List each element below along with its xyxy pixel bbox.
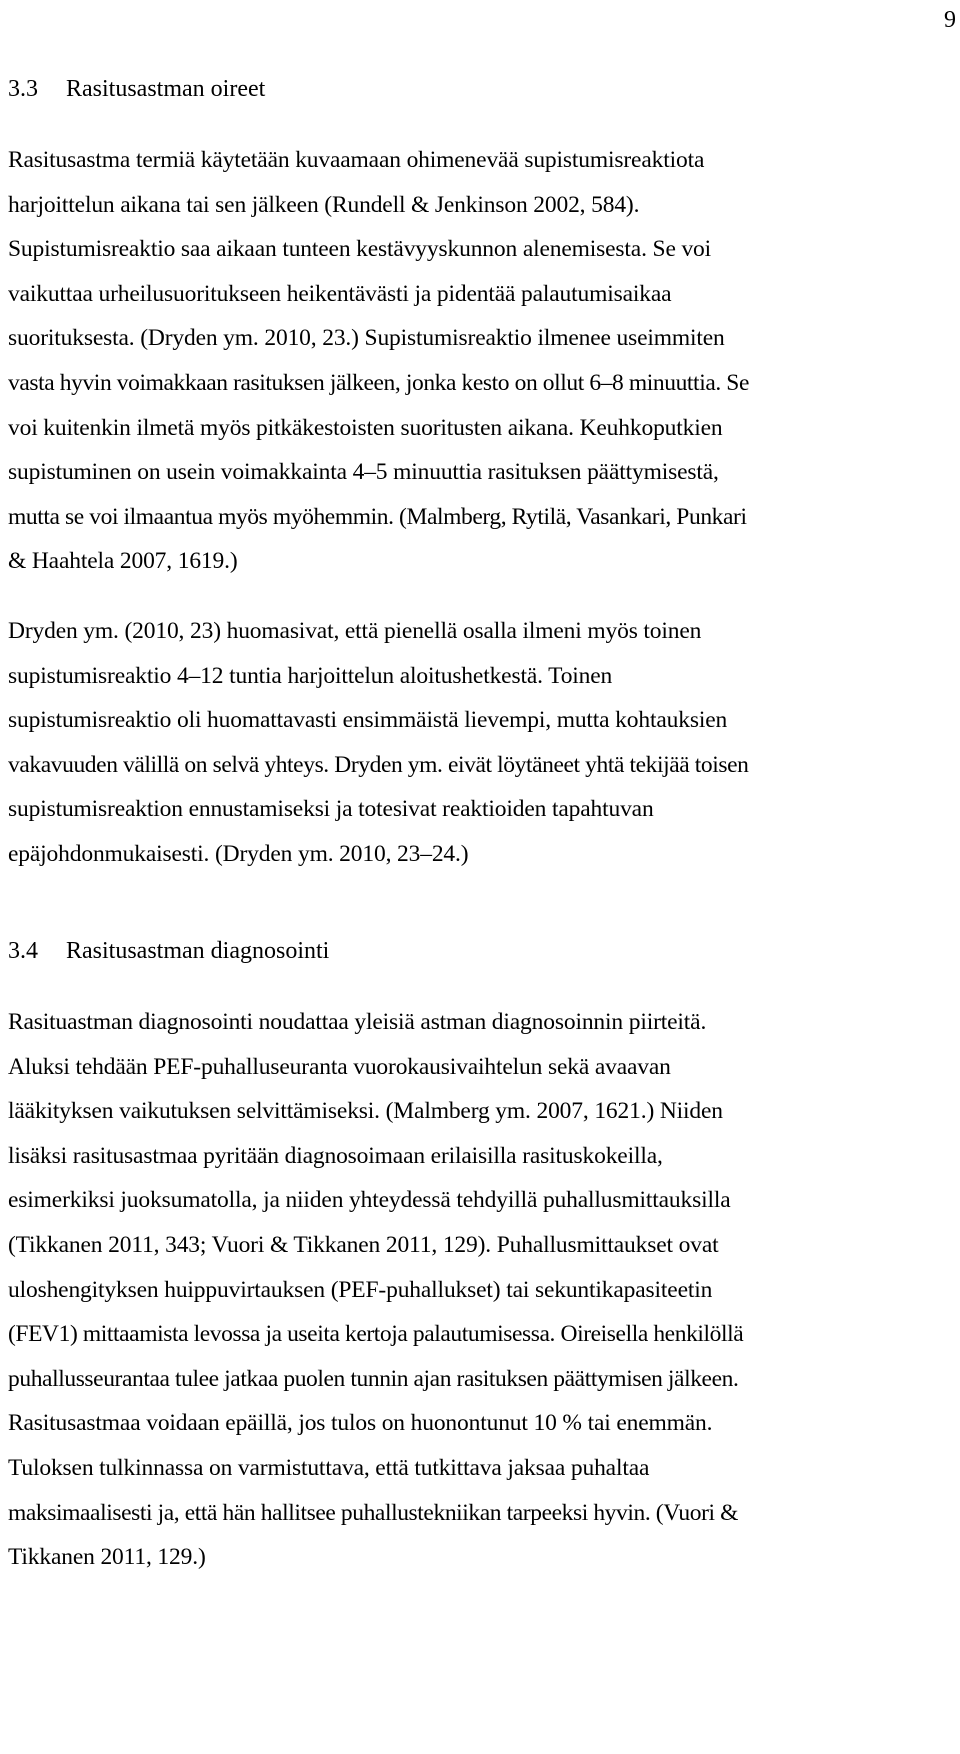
- page-number: 9: [944, 7, 956, 33]
- text-line: puhallusseurantaa tulee jatkaa puolen tunnin ajan rasituksen päättymisen jälkeen.: [8, 1365, 739, 1392]
- text-line: Rasituastman diagnosointi noudattaa yleisiä astman diagnosoinnin piirteitä.: [8, 1009, 707, 1035]
- text-line: lääkityksen vaikutuksen selvittämiseksi. (Malmberg ym. 2007, 1621.) Niiden: [8, 1098, 723, 1125]
- section-number: 3.4: [8, 938, 38, 964]
- section-title: Rasitusastman oireet: [66, 76, 266, 102]
- section-number: 3.3: [8, 76, 38, 102]
- text-line: (Tikkanen 2011, 343; Vuori & Tikkanen 2011, 129). Puhallusmittaukset ovat: [8, 1231, 719, 1258]
- section-heading-3-4: [8, 936, 329, 966]
- text-line: vaikuttaa urheilusuoritukseen heikentävästi ja pidentää palautumisaikaa: [8, 280, 672, 307]
- text-line: vasta hyvin voimakkaan rasituksen jälkeen, jonka kesto on ollut 6–8 minuuttia. Se: [8, 369, 750, 396]
- text-line: maksimaalisesti ja, että hän hallitsee puhallustekniikan tarpeeksi hyvin. (Vuori &: [8, 1499, 738, 1526]
- text-line: Supistumisreaktio saa aikaan tunteen kestävyyskunnon alenemisesta. Se voi: [8, 236, 712, 263]
- text-line: Rasitusastma termiä käytetään kuvaamaan ohimenevää supistumisreaktiota: [8, 147, 705, 173]
- paragraph: [8, 609, 954, 877]
- text-line: Tikkanen 2011, 129.): [8, 1544, 206, 1571]
- text-line: supistumisreaktion ennustamiseksi ja totesivat reaktioiden tapahtuvan: [8, 796, 654, 823]
- text-line: supistumisreaktio oli huomattavasti ensimmäistä lievempi, mutta kohtauksien: [8, 707, 728, 734]
- text-line: suorituksesta. (Dryden ym. 2010, 23.) Supistumisreaktio ilmenee useimmiten: [8, 325, 725, 352]
- text-line: harjoittelun aikana tai sen jälkeen (Rundell & Jenkinson 2002, 584).: [8, 191, 640, 218]
- section-title: Rasitusastman diagnosointi: [66, 938, 330, 964]
- text-line: Aluksi tehdään PEF-puhalluseuranta vuorokausivaihtelun sekä avaavan: [8, 1053, 671, 1080]
- text-line: esimerkiksi juoksumatolla, ja niiden yhteydessä tehdyillä puhallusmittauksilla: [8, 1187, 731, 1214]
- text-line: supistumisreaktio 4–12 tuntia harjoittelun aloitushetkestä. Toinen: [8, 662, 613, 689]
- text-line: Rasitusastmaa voidaan epäillä, jos tulos on huonontunut 10 % tai enemmän.: [8, 1410, 713, 1437]
- text-line: lisäksi rasitusastmaa pyritään diagnosoimaan erilaisilla rasituskokeilla,: [8, 1142, 663, 1169]
- paragraph: [8, 138, 954, 584]
- text-line: supistuminen on usein voimakkainta 4–5 minuuttia rasituksen päättymisestä,: [8, 459, 719, 486]
- text-line: (FEV1) mittaamista levossa ja useita kertoja palautumisessa. Oireisella henkilöllä: [8, 1321, 744, 1348]
- paragraph: [8, 1000, 954, 1580]
- text-line: voi kuitenkin ilmetä myös pitkäkestoisten suoritusten aikana. Keuhkoputkien: [8, 414, 723, 441]
- text-line: vakavuuden välillä on selvä yhteys. Dryden ym. eivät löytäneet yhtä tekijää toisen: [8, 751, 749, 778]
- text-line: epäjohdonmukaisesti. (Dryden ym. 2010, 23–24.): [8, 840, 469, 867]
- text-line: Dryden ym. (2010, 23) huomasivat, että pienellä osalla ilmeni myös toinen: [8, 618, 702, 644]
- text-line: uloshengityksen huippuvirtauksen (PEF-puhallukset) tai sekuntikapasiteetin: [8, 1276, 713, 1303]
- text-line: mutta se voi ilmaantua myös myöhemmin. (Malmberg, Rytilä, Vasankari, Punkari: [8, 503, 747, 530]
- text-line: & Haahtela 2007, 1619.): [8, 548, 238, 575]
- section-heading-3-3: [8, 74, 265, 104]
- text-line: Tuloksen tulkinnassa on varmistuttava, että tutkittava jaksaa puhaltaa: [8, 1454, 650, 1481]
